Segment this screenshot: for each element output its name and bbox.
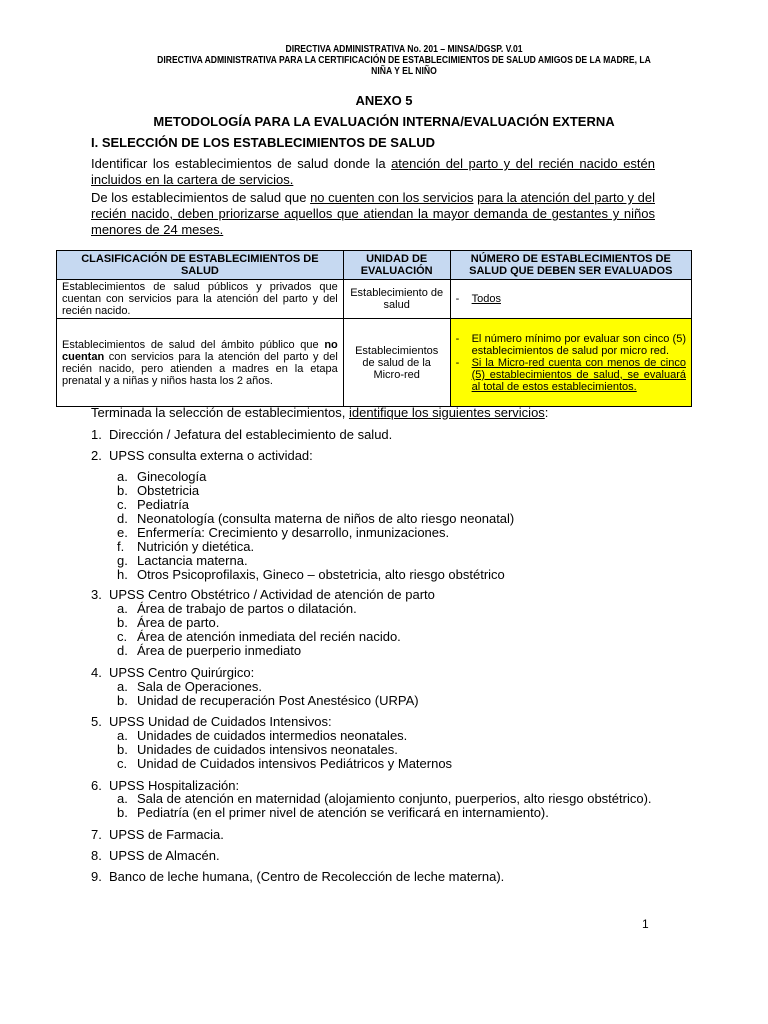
page-number: 1 xyxy=(642,917,649,931)
sublist-letter: d. xyxy=(117,511,128,526)
sublist-item xyxy=(117,512,514,526)
sublist-text: Unidad de Cuidados intensivos Pediátricos y Maternos xyxy=(137,756,453,771)
services-intro-text: Terminada la selección de establecimientos, xyxy=(91,405,349,420)
sublist-text: Área de puerperio inmediato xyxy=(137,643,302,658)
header-classification: CLASIFICACIÓN DE ESTABLECIMIENTOS DE SALUD xyxy=(57,251,344,280)
sublist-letter: c. xyxy=(117,756,128,771)
sublist-letter: b. xyxy=(117,805,128,820)
sublist-letter: a. xyxy=(117,601,128,616)
sublist-item xyxy=(117,694,419,708)
annex-title: ANEXO 5 xyxy=(355,93,413,108)
sublist-letter: a. xyxy=(117,791,128,806)
list-item xyxy=(91,665,254,680)
sublist-text: Sala de atención en maternidad (alojamiento conjunto, puerperios, alto riesgo obstétrico). xyxy=(137,791,652,806)
row2-text-pre: Establecimientos de salud del ámbito público que xyxy=(62,338,325,351)
sublist-text: Obstetricia xyxy=(137,483,200,498)
sublist-text: Otros Psicoprofilaxis, Gineco – obstetricia, alto riesgo obstétrico xyxy=(137,567,505,582)
sublist-letter: c. xyxy=(117,497,128,512)
row1-number: - Todos xyxy=(450,280,691,319)
intro-paragraph xyxy=(91,156,655,188)
list-text: UPSS Centro Quirúrgico: xyxy=(109,665,255,680)
sublist-letter: e. xyxy=(117,525,128,540)
list-number: 4. xyxy=(91,665,102,680)
row2-unit: Establecimientos de salud de la Micro-red xyxy=(343,319,450,407)
row2-text-bold: no cuentan xyxy=(62,338,338,363)
section-title: I. SELECCIÓN DE LOS ESTABLECIMIENTOS DE SALUD xyxy=(91,135,436,150)
list-number: 8. xyxy=(91,848,102,863)
sublist-item xyxy=(117,484,199,498)
row2-number-item1: El número mínimo por evaluar son cinco (5) establecimientos de salud por micro red. xyxy=(471,332,686,357)
sublist-text: Unidades de cuidados intermedios neonatales. xyxy=(137,728,408,743)
row2-classification xyxy=(57,319,344,407)
sublist-item xyxy=(117,540,254,554)
sublist-letter: g. xyxy=(117,553,128,568)
sublist-letter: a. xyxy=(117,679,128,694)
sublist-text: Ginecología xyxy=(137,469,207,484)
row1-classification: Establecimientos de salud públicos y privados que cuentan con servicios para la atención del parto y del recién nacido. xyxy=(57,280,344,319)
sublist-item xyxy=(117,729,407,743)
priority-text: De los establecimientos de salud que xyxy=(91,190,311,205)
list-text: UPSS consulta externa o actividad: xyxy=(109,448,313,463)
sublist-text: Nutrición y dietética. xyxy=(137,539,255,554)
sublist-item xyxy=(117,526,449,540)
sublist-item xyxy=(117,498,189,512)
sublist-text: Pediatría (en el primer nivel de atención se verificará en internamiento). xyxy=(137,805,549,820)
services-intro xyxy=(91,405,655,421)
priority-underlined-2: para la atención del parto y del recién nacido, deben priorizarse aquellos que atiendan la mayor demanda de gestantes y niños menores de 24 meses. xyxy=(91,190,655,237)
priority-paragraph xyxy=(91,190,655,238)
list-number: 9. xyxy=(91,869,102,884)
sublist-text: Lactancia materna. xyxy=(137,553,248,568)
table-row xyxy=(57,280,692,319)
list-item xyxy=(91,714,332,729)
list-text: UPSS Centro Obstétrico / Actividad de atención de parto xyxy=(109,587,435,602)
list-item xyxy=(91,869,504,884)
sublist-letter: b. xyxy=(117,615,128,630)
sublist-item xyxy=(117,602,357,616)
sublist-item xyxy=(117,568,505,582)
row1-unit: Establecimiento de salud xyxy=(343,280,450,319)
sublist-item xyxy=(117,554,248,568)
sublist-letter: h. xyxy=(117,567,128,582)
list-text: UPSS de Almacén. xyxy=(109,848,220,863)
sublist-letter: c. xyxy=(117,629,128,644)
row2-text-post: con servicios para la atención del parto y del recién nacido, pero atienden a madres en la etapa prenatal y a niñas y niños hasta los 2 años. xyxy=(62,350,338,387)
sublist-text: Área de trabajo de partos o dilatación. xyxy=(137,601,357,616)
sublist-text: Sala de Operaciones. xyxy=(137,679,263,694)
list-text: Banco de leche humana, (Centro de Recolección de leche materna). xyxy=(109,869,505,884)
sublist-item xyxy=(117,644,301,658)
sublist-item xyxy=(117,680,262,694)
services-intro-underlined: identifique los siguientes servicios xyxy=(348,405,545,420)
list-text: Dirección / Jefatura del establecimiento de salud. xyxy=(109,427,393,442)
sublist-text: Unidad de recuperación Post Anestésico (URPA) xyxy=(137,693,419,708)
sublist-letter: a. xyxy=(117,469,128,484)
list-number: 7. xyxy=(91,827,102,842)
list-number: 1. xyxy=(91,427,102,442)
list-text: UPSS de Farmacia. xyxy=(109,827,224,842)
row1-number-text: Todos xyxy=(471,293,501,305)
list-number: 5. xyxy=(91,714,102,729)
sublist-item xyxy=(117,630,401,644)
row2-number: - El número mínimo por evaluar son cinco (5) establecimientos de salud por micro red. - Si la Micro-red cuenta con menos de cinco (5) establecimientos de salud, se evaluará al total de estos establecimientos. xyxy=(450,319,691,407)
sublist-letter: a. xyxy=(117,728,128,743)
sublist-item xyxy=(117,806,549,820)
sublist-letter: b. xyxy=(117,742,128,757)
running-header-line3: NIÑA Y EL NIÑO xyxy=(371,66,437,77)
table-header-row xyxy=(57,251,692,280)
sublist-text: Enfermería: Crecimiento y desarrollo, inmunizaciones. xyxy=(137,525,450,540)
list-item xyxy=(91,587,435,602)
sublist-item xyxy=(117,743,398,757)
sublist-letter: b. xyxy=(117,483,128,498)
table-row xyxy=(57,319,692,407)
list-item xyxy=(91,427,392,442)
sublist-text: Pediatría xyxy=(137,497,190,512)
row2-number-item2: Si la Micro-red cuenta con menos de cinco (5) establecimientos de salud, se evaluará al total de estos establecimientos. xyxy=(471,356,686,393)
list-text: UPSS Unidad de Cuidados Intensivos: xyxy=(109,714,332,729)
sublist-text: Neonatología (consulta materna de niños de alto riesgo neonatal) xyxy=(137,511,515,526)
list-item xyxy=(91,448,313,463)
methodology-title: METODOLOGÍA PARA LA EVALUACIÓN INTERNA/EVALUACIÓN EXTERNA xyxy=(153,114,615,129)
header-unit: UNIDAD DE EVALUACIÓN xyxy=(343,251,450,280)
list-number: 3. xyxy=(91,587,102,602)
running-header-line2: DIRECTIVA ADMINISTRATIVA PARA LA CERTIFICACIÓN DE ESTABLECIMIENTOS DE SALUD AMIGOS DE LA MADRE, LA xyxy=(157,55,651,66)
list-text: UPSS Hospitalización: xyxy=(109,778,240,793)
sublist-item xyxy=(117,792,652,806)
classification-table xyxy=(56,250,692,407)
sublist-item xyxy=(117,616,219,630)
sublist-text: Área de atención inmediata del recién nacido. xyxy=(137,629,401,644)
sublist-letter: f. xyxy=(117,539,125,554)
list-item xyxy=(91,827,224,842)
services-intro-colon: : xyxy=(544,405,549,420)
running-header-line1: DIRECTIVA ADMINISTRATIVA No. 201 – MINSA/DGSP. V.01 xyxy=(285,44,523,55)
list-number: 2. xyxy=(91,448,102,463)
sublist-letter: b. xyxy=(117,693,128,708)
header-number: NÚMERO DE ESTABLECIMIENTOS DE SALUD QUE DEBEN SER EVALUADOS xyxy=(450,251,691,280)
sublist-text: Unidades de cuidados intensivos neonatales. xyxy=(137,742,398,757)
sublist-letter: d. xyxy=(117,643,128,658)
sublist-item xyxy=(117,470,206,484)
sublist-item xyxy=(117,757,452,771)
priority-underlined-1: no cuenten con los servicios xyxy=(310,190,474,205)
list-item xyxy=(91,848,220,863)
list-number: 6. xyxy=(91,778,102,793)
intro-text: Identificar los establecimientos de salud donde la xyxy=(91,156,392,171)
intro-underlined: atención del parto y del recién nacido estén incluidos en la cartera de servicios. xyxy=(91,156,655,187)
sublist-text: Área de parto. xyxy=(137,615,220,630)
